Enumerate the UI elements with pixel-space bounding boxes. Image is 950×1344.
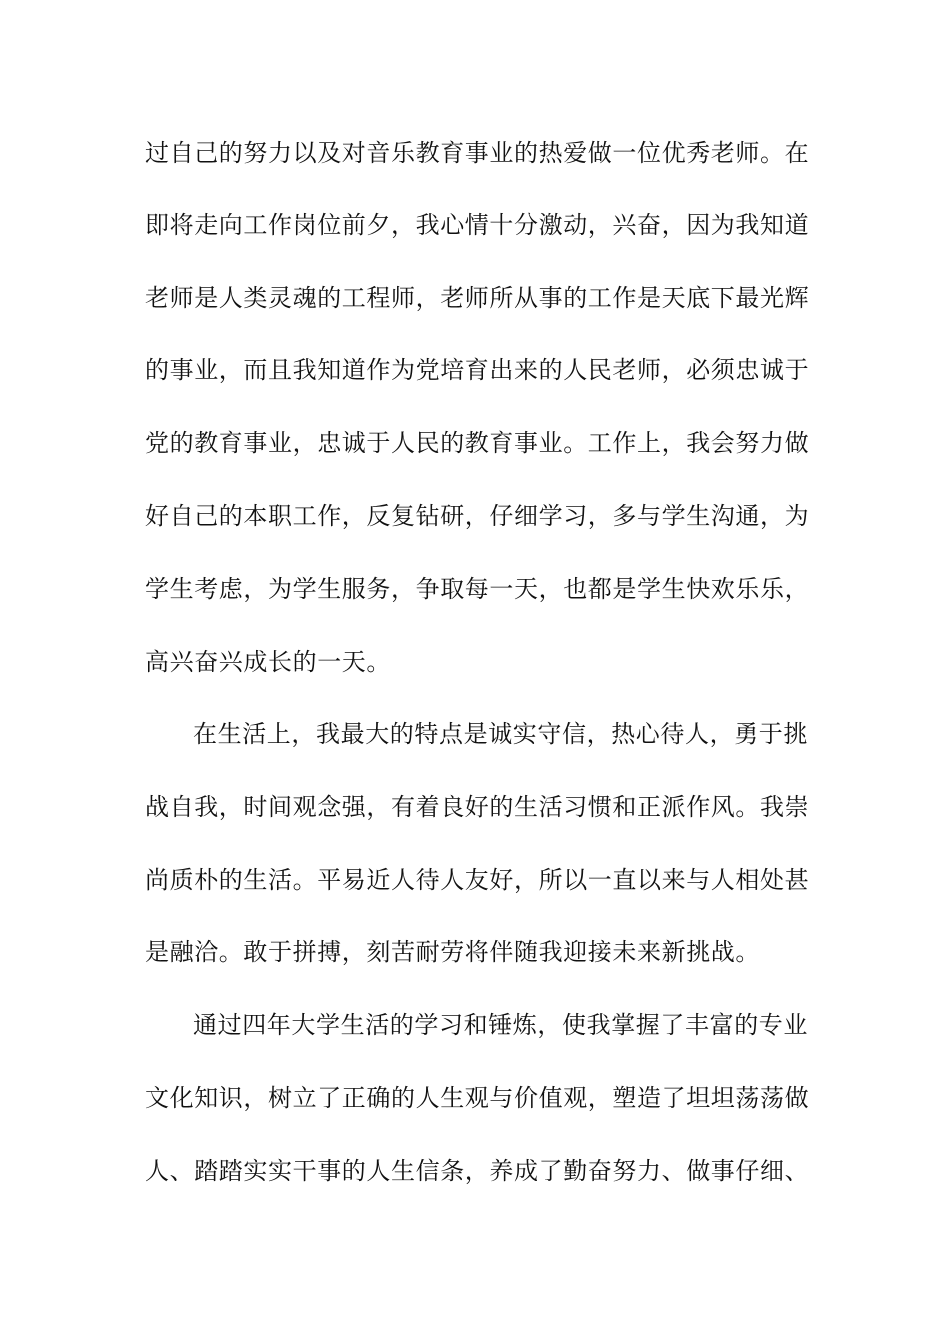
- text-line: 尚质朴的生活。平易近人待人友好，所以一直以来与人相处甚: [145, 866, 810, 894]
- text-line: 文化知识，树立了正确的人生观与价值观，塑造了坦坦荡荡做: [145, 1084, 810, 1112]
- text-line: 学生考虑，为学生服务，争取每一天，也都是学生快欢乐乐，: [145, 575, 810, 603]
- text-line: 是融洽。敢于拼搏，刻苦耐劳将伴随我迎接未来新挑战。: [145, 938, 760, 966]
- text-line: 战自我，时间观念强，有着良好的生活习惯和正派作风。我崇: [145, 793, 810, 821]
- text-line: 人、踏踏实实干事的人生信条，养成了勤奋努力、做事仔细、: [145, 1157, 810, 1185]
- paragraph-first-line: 通过四年大学生活的学习和锤炼，使我掌握了丰富的专业: [193, 1011, 808, 1039]
- paragraph-first-line: 在生活上，我最大的特点是诚实守信，热心待人，勇于挑: [193, 720, 808, 748]
- text-line: 即将走向工作岗位前夕，我心情十分激动，兴奋，因为我知道: [145, 211, 810, 239]
- text-line: 的事业，而且我知道作为党培育出来的人民老师，必须忠诚于: [145, 356, 810, 384]
- text-line: 好自己的本职工作，反复钻研，仔细学习，多与学生沟通，为: [145, 502, 810, 530]
- text-line: 老师是人类灵魂的工程师，老师所从事的工作是天底下最光辉: [145, 284, 810, 312]
- text-line: 过自己的努力以及对音乐教育事业的热爱做一位优秀老师。在: [145, 139, 810, 167]
- text-line: 党的教育事业，忠诚于人民的教育事业。工作上，我会努力做: [145, 429, 810, 457]
- text-line: 高兴奋兴成长的一天。: [145, 648, 391, 676]
